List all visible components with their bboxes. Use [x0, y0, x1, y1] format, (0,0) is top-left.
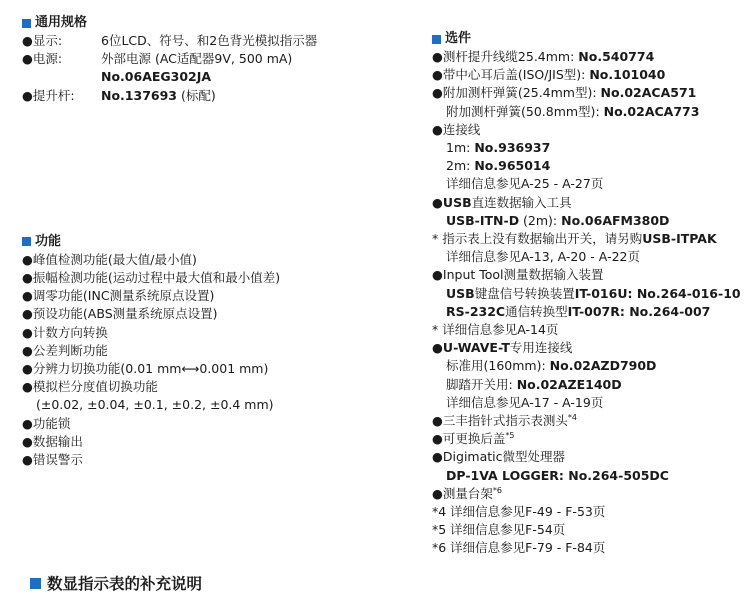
- option-row: [432, 194, 747, 212]
- option-row: 详细信息参见A-13, A-20 - A-22页: [446, 249, 640, 265]
- option-row: 详细信息参见A-17 - A-19页: [446, 394, 604, 410]
- text-fragment: No.137693: [101, 87, 177, 103]
- spec-lifter-row: [22, 87, 402, 105]
- footnote: *6 详细信息参见F-79 - F-84页: [432, 540, 606, 556]
- right-column: [432, 30, 747, 558]
- function-item-detail: (±0.02, ±0.04, ±0.1, ±0.2, ±0.4 mm): [36, 397, 274, 413]
- text-fragment: 通信转换型: [505, 303, 568, 319]
- options-heading: [432, 30, 747, 48]
- text-fragment: No.936937: [474, 140, 551, 156]
- option-row: ●Digimatic微型处理器: [432, 449, 565, 465]
- option-row: [432, 485, 747, 503]
- option-row: [432, 157, 747, 175]
- text-fragment: : No.264-016-10: [627, 285, 741, 301]
- text-fragment: * 指示表上没有数据输出开关，请另购: [432, 231, 643, 247]
- text-fragment: USB-ITN-D: [446, 212, 520, 228]
- text-fragment: 2m:: [446, 158, 475, 174]
- function-item: ●调零功能(INC测量系统原点设置): [22, 288, 215, 304]
- text-fragment: No.02ACA571: [600, 85, 697, 101]
- text-fragment: 标准用(160mm):: [446, 358, 550, 374]
- text-fragment: No.965014: [474, 158, 551, 174]
- option-row: [432, 303, 747, 321]
- text-fragment: No.02AZE140D: [516, 376, 622, 392]
- text-fragment: 专用连接线: [509, 340, 573, 356]
- text-fragment: No.02ACA773: [603, 103, 700, 119]
- option-row: [432, 285, 747, 303]
- text-fragment: 附加测杆弹簧(50.8mm型):: [446, 103, 604, 119]
- option-row: [432, 357, 747, 375]
- text-fragment: ●电源:: [22, 51, 63, 67]
- option-row: * 详细信息参见A-14页: [432, 322, 559, 338]
- text-fragment: USB-ITPAK: [642, 231, 717, 247]
- function-item: ●功能锁: [22, 415, 71, 431]
- option-row: [432, 103, 747, 121]
- left-column: [22, 14, 402, 469]
- option-row: 详细信息参见A-25 - A-27页: [446, 176, 604, 192]
- spec-power-no: No.06AEG302JA: [101, 69, 212, 85]
- function-item: ●错误警示: [22, 452, 83, 468]
- option-row: [432, 84, 747, 102]
- text-fragment: IT-016U: [574, 285, 628, 301]
- function-item: ●模拟栏分度值切换功能: [22, 379, 158, 395]
- function-item: ●数据输出: [22, 433, 83, 449]
- option-row: [432, 230, 747, 248]
- text-fragment: 直连数据输入工具: [471, 194, 572, 210]
- text-fragment: 通用规格: [35, 15, 88, 30]
- heading-marker-icon: [30, 578, 41, 589]
- footnote: *4 详细信息参见F-49 - F-53页: [432, 504, 606, 520]
- spec-power-row: [22, 50, 402, 68]
- function-item: ●预设功能(ABS测量系统原点设置): [22, 306, 218, 322]
- text-fragment: *6: [492, 485, 503, 495]
- footnote: *5 详细信息参见F-54页: [432, 522, 566, 538]
- spec-display-row: [22, 32, 402, 50]
- text-fragment: ●显示:: [22, 33, 63, 48]
- option-row: [432, 139, 747, 157]
- option-row: ●连接线: [432, 121, 481, 137]
- option-row: DP-1VA LOGGER: No.264-505DC: [446, 467, 669, 483]
- heading-marker-icon: [432, 35, 441, 44]
- spec-heading: [22, 14, 402, 32]
- option-row: [432, 412, 747, 430]
- text-fragment: (2m):: [519, 212, 562, 228]
- text-fragment: 脚踏开关用:: [446, 376, 517, 392]
- text-fragment: 键盘信号转换装置: [474, 285, 575, 301]
- heading-marker-icon: [22, 237, 31, 246]
- text-fragment: ●提升杆:: [22, 87, 75, 103]
- function-item: ●公差判断功能: [22, 342, 108, 358]
- heading-marker-icon: [22, 19, 31, 28]
- supplement-heading: [30, 572, 202, 594]
- text-fragment: *4: [567, 412, 578, 422]
- functions-heading: [22, 233, 402, 251]
- text-fragment: IT-007R: [567, 303, 620, 319]
- text-fragment: 1m:: [446, 140, 475, 156]
- text-fragment: 功能: [35, 233, 62, 249]
- text-fragment: *5: [505, 431, 515, 441]
- text-fragment: ●: [432, 194, 443, 210]
- function-item: ●计数方向转换: [22, 324, 108, 340]
- function-item: ●分辨力切换功能(0.01 mm⟷0.001 mm): [22, 361, 269, 377]
- text-fragment: 6位LCD、符号、和2色背光模拟指示器: [101, 33, 318, 48]
- option-row: [432, 339, 747, 357]
- option-row: [432, 212, 747, 230]
- text-fragment: USB: [442, 194, 472, 210]
- text-fragment: : No.264-007: [619, 303, 711, 319]
- text-fragment: RS-232C: [446, 303, 506, 319]
- text-fragment: No.101040: [589, 67, 666, 83]
- option-row: ●Input Tool测量数据输入装置: [432, 267, 604, 283]
- text-fragment: USB: [446, 285, 475, 301]
- text-fragment: 选件: [445, 31, 472, 46]
- option-row: [432, 48, 747, 66]
- text-fragment: ●附加测杆弹簧(25.4mm型):: [432, 85, 601, 101]
- option-row: [432, 430, 747, 448]
- option-row: [432, 376, 747, 394]
- text-fragment: (标配): [180, 87, 216, 103]
- function-item: ●峰值检测功能(最大值/最小值): [22, 251, 197, 267]
- text-fragment: 外部电源 (AC适配器9V, 500 mA): [101, 51, 293, 67]
- text-fragment: ●测量台架: [432, 485, 493, 501]
- text-fragment: U-WAVE-T: [442, 340, 510, 356]
- text-fragment: ●带中心耳后盖(ISO/JIS型):: [432, 67, 590, 83]
- function-item: ●振幅检测功能(运动过程中最大值和最小值差): [22, 270, 281, 286]
- text-fragment: 数显指示表的补充说明: [47, 575, 203, 593]
- text-fragment: No.540774: [578, 49, 655, 64]
- text-fragment: ●: [432, 340, 443, 356]
- text-fragment: ●测杆提升线缆25.4mm:: [432, 49, 579, 64]
- text-fragment: No.02AZD790D: [549, 358, 657, 374]
- text-fragment: No.06AFM380D: [561, 212, 670, 228]
- option-row: [432, 66, 747, 84]
- text-fragment: ●可更换后盖: [432, 431, 506, 447]
- text-fragment: ●三丰指针式指示表测头: [432, 413, 568, 429]
